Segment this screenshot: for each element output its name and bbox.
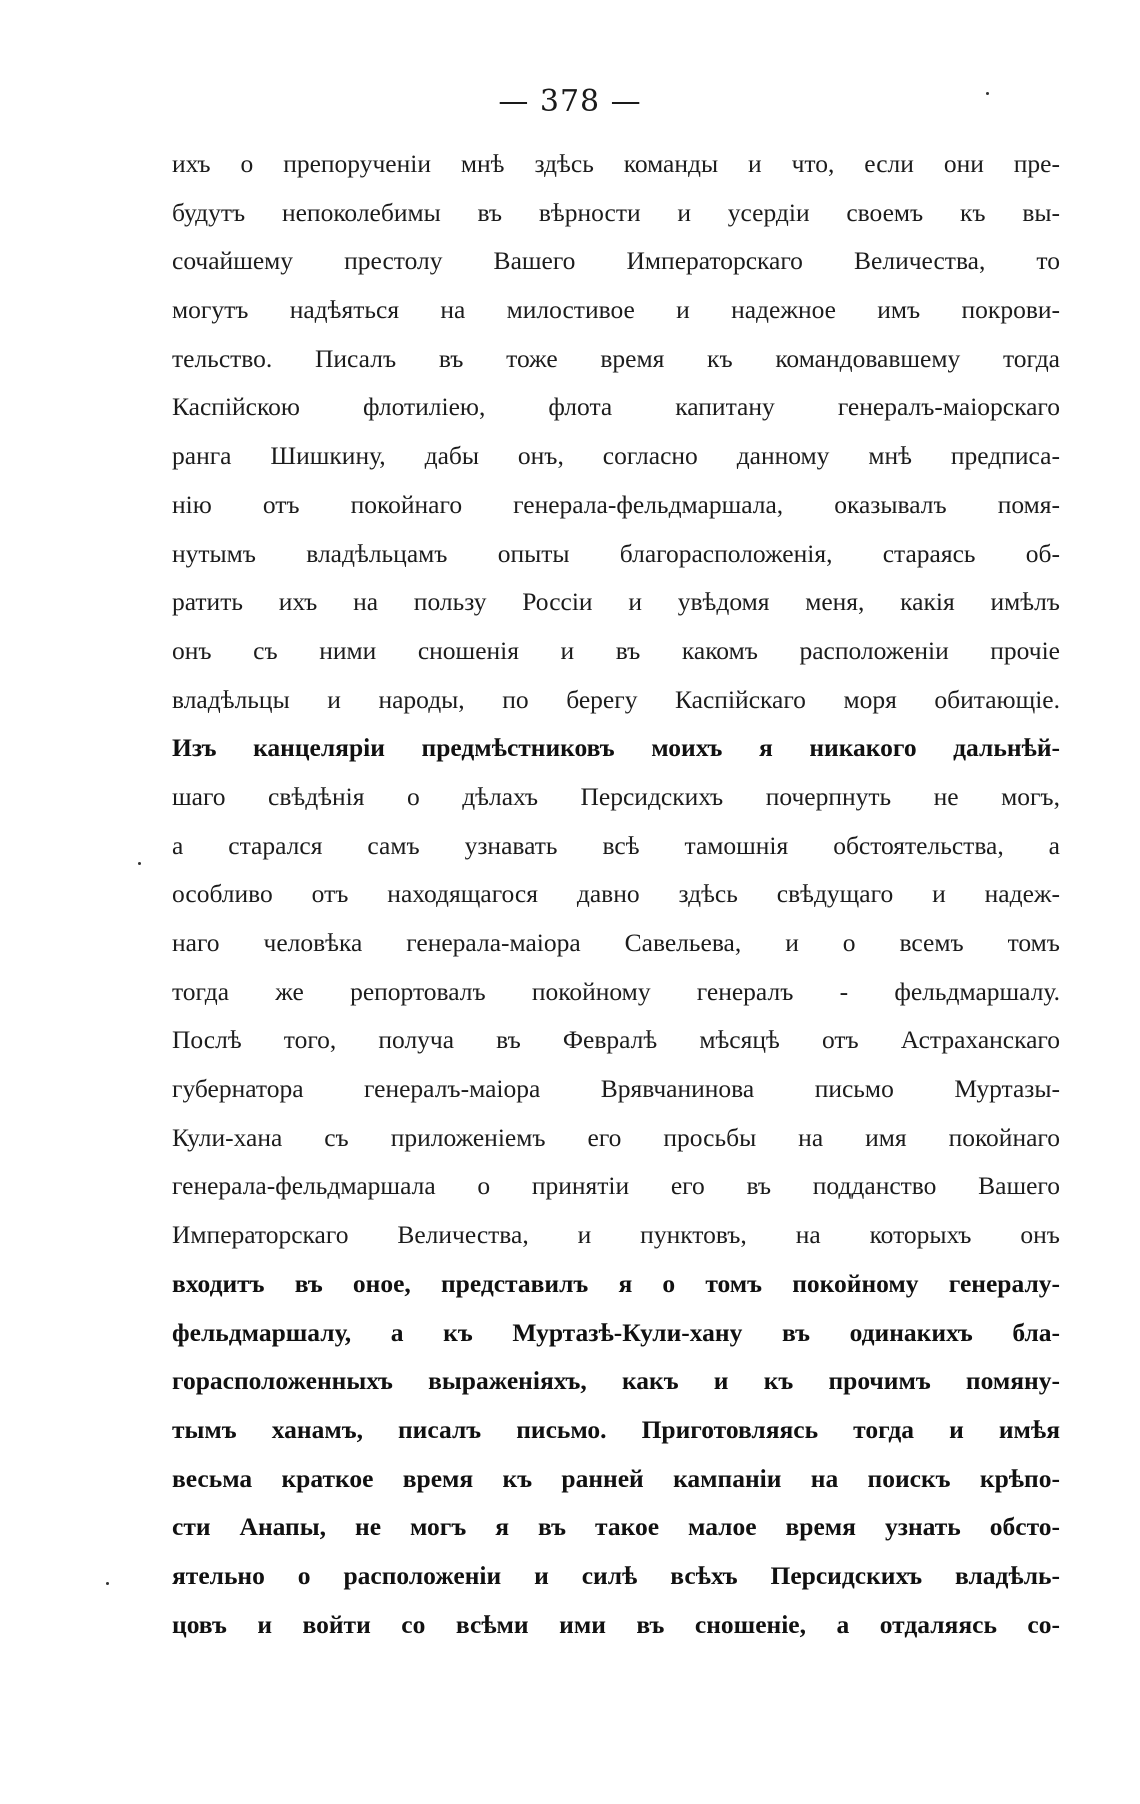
text-line: Изъ канцеляріи предмѣстниковъ моихъ я никакого дальнѣй- [172,733,1060,763]
text-line: нутымъ владѣльцамъ опыты благорасположенія, стараясь об- [172,538,1060,568]
text-line: ранга Шишкину, дабы онъ, согласно данному мнѣ предписа- [172,441,1060,471]
text-line: весьма краткое время къ ранней кампаніи на поискъ крѣпо- [172,1463,1060,1493]
text-line: будутъ непоколебимы въ вѣрности и усердіи своемъ къ вы- [172,197,1060,227]
text-line: ихъ о препорученіи мнѣ здѣсь команды и что, если они пре- [172,149,1060,178]
text-line: могутъ надѣяться на милостивое и надежное имъ покрови- [172,295,1060,325]
text-line: наго человѣка генерала-маіора Савельева, и о всемъ томъ [172,928,1060,957]
text-line: входитъ въ оное, представилъ я о томъ покойному генералу- [172,1268,1060,1298]
text-line: сочайшему престолу Вашего Императорскаго Величества, то [172,246,1060,276]
text-line: Послѣ того, получа въ Февралѣ мѣсяцѣ отъ Астраханскаго [172,1025,1060,1055]
text-line: генерала-фельдмаршала о принятіи его въ подданство Вашего [172,1171,1060,1201]
text-line: владѣльцы и народы, по берегу Каспійскаго моря обитающіе. [172,684,1060,714]
ink-speck [106,1582,109,1585]
text-line: горасположенныхъ выраженіяхъ, какъ и къ прочимъ помяну- [172,1366,1060,1396]
text-line: Кули-хана съ приложеніемъ его просьбы на имя покойнаго [172,1122,1060,1152]
text-line: тогда же репортовалъ покойному генералъ - фельдмаршалу. [172,976,1060,1006]
ink-speck [986,92,989,95]
text-line: Каспійскою флотиліею, флота капитану генералъ-маіорскаго [172,392,1060,422]
text-line: фельдмаршалу, а къ Муртазѣ-Кули-хану въ одинакихъ бла- [172,1317,1060,1347]
ink-speck [138,862,141,865]
text-line: цовъ и войти со всѣми ими въ сношеніе, а отдаляясь со- [172,1609,1060,1639]
text-line: тымъ ханамъ, писалъ письмо. Приготовляясь тогда и имѣя [172,1414,1060,1444]
text-line: нію отъ покойнаго генерала-фельдмаршала, оказывалъ помя- [172,489,1060,519]
text-line: ятельно о расположеніи и силѣ всѣхъ Персидскихъ владѣль- [172,1560,1060,1590]
body-text [172,140,1060,1649]
text-line: Императорскаго Величества, и пунктовъ, на которыхъ онъ [172,1220,1060,1250]
text-line: губернатора генералъ-маіора Врявчанинова письмо Муртазы- [172,1074,1060,1104]
text-line: сти Анапы, не могъ я въ такое малое время узнать обсто- [172,1512,1060,1542]
page-number: — 378 — [498,84,642,119]
text-line: тельство. Писалъ въ тоже время къ командовавшему тогда [172,343,1060,373]
text-line: шаго свѣдѣнія о дѣлахъ Персидскихъ почерпнуть не могъ, [172,781,1060,811]
text-line: особливо отъ находящагося давно здѣсь свѣдущаго и надеж- [172,879,1060,909]
text-line: ратить ихъ на пользу Россіи и увѣдомя меня, какія имѣлъ [172,587,1060,617]
text-line: а старался самъ узнавать всѣ тамошнія обстоятельства, а [172,830,1060,860]
text-line: онъ съ ними сношенія и въ какомъ расположеніи прочіе [172,635,1060,665]
